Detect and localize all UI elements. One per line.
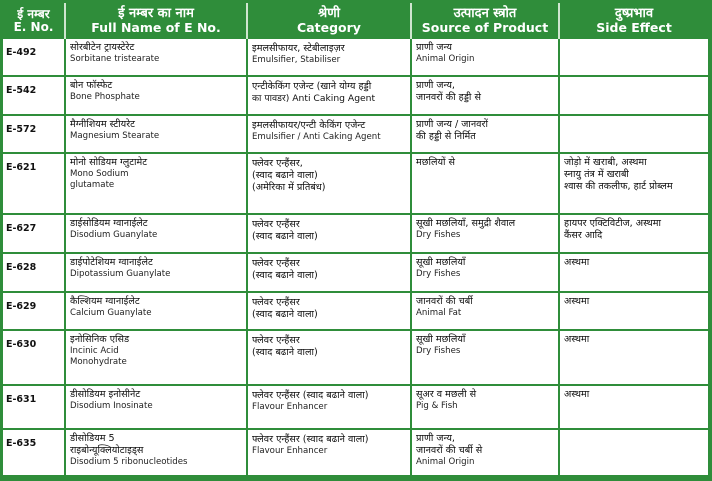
e-number-cell	[3, 115, 65, 153]
side-effect-cell	[559, 429, 708, 476]
category-cell	[247, 115, 411, 153]
category-cell	[247, 39, 411, 76]
category-hindi: फ्लेवर एन्हैंसर,	[252, 158, 303, 170]
name-hindi: मैग्नीशियम स्टीयरेट	[70, 118, 135, 130]
source-cell	[411, 214, 559, 253]
side-effect-cell	[559, 385, 708, 429]
table-row	[3, 429, 708, 476]
name-hindi: कैल्शियम ग्वानाईलेट	[70, 295, 140, 307]
name-english: Calcium Guanylate	[70, 307, 152, 318]
name-english-extra: Monohydrate	[70, 356, 127, 367]
side-effect-line-1: अस्थमा	[564, 333, 590, 345]
category-hindi-extra: (स्वाद बढाने वाला)	[252, 270, 318, 282]
e-number: E-628	[6, 262, 37, 274]
source-hindi: सूखी मछलियाँ	[416, 333, 466, 345]
name-hindi: डीसोडियम 5	[70, 433, 115, 445]
name-english: राइबोन्यूक्लियोटाइड्स	[70, 445, 144, 456]
category-cell	[247, 429, 411, 476]
name-cell	[65, 115, 247, 153]
source-cell	[411, 153, 559, 214]
name-cell	[65, 330, 247, 385]
category-hindi: इमलसीफायर, स्टेबीलाइज़र	[252, 43, 345, 54]
side-effect-line-1: अस्थमा	[564, 389, 590, 401]
side-effect-line-2: स्नायु तंत्र में खराबी	[564, 169, 629, 180]
source-english: Animal Fat	[416, 307, 462, 318]
name-english: Mono Sodium	[70, 169, 129, 179]
category-cell	[247, 214, 411, 253]
source-cell	[411, 115, 559, 153]
table-row	[3, 39, 708, 76]
header-side-english: Side Effect	[596, 20, 672, 36]
side-effect-cell	[559, 214, 708, 253]
header-row	[3, 3, 708, 39]
e-number: E-572	[6, 123, 37, 135]
e-number: E-629	[6, 300, 37, 312]
source-hindi: सूखी मछलियाँ	[416, 257, 466, 269]
table-row	[3, 385, 708, 429]
category-cell	[247, 153, 411, 214]
category-hindi-extra: (स्वाद बढाने वाला)	[252, 170, 318, 181]
source-cell	[411, 292, 559, 330]
header-code-english: E. No.	[13, 20, 54, 34]
category-hindi: फ्लेवर एन्हैंसर	[252, 258, 300, 270]
table-row	[3, 214, 708, 253]
name-english: Disodium Inosinate	[70, 401, 153, 412]
name-english-extra: Disodium 5 ribonucleotides	[70, 456, 188, 467]
source-cell	[411, 385, 559, 429]
name-cell	[65, 385, 247, 429]
side-effect-cell	[559, 115, 708, 153]
category-hindi: फ्लेवर एन्हैंसर (स्वाद बढाने वाला)	[252, 390, 369, 402]
category-hindi: इमलसीफायर/एन्टी केकिंग एजेन्ट	[252, 119, 366, 131]
source-hindi: प्राणी जन्य	[416, 42, 452, 53]
source-english: Dry Fishes	[416, 229, 461, 240]
name-hindi: डाईसोडियम ग्वानाईलेट	[70, 217, 148, 229]
name-hindi: डाईपोटेशियम ग्वानाईलेट	[70, 257, 153, 269]
source-cell	[411, 39, 559, 76]
category-hindi: फ्लेवर एन्हैंसर	[252, 334, 300, 346]
name-cell	[65, 76, 247, 114]
table-row	[3, 115, 708, 153]
e-number-cell	[3, 330, 65, 385]
header-source-english: Source of Product	[421, 20, 549, 36]
table-row	[3, 76, 708, 114]
side-effect-cell	[559, 76, 708, 114]
source-english: Animal Origin	[416, 53, 475, 64]
name-english-extra: glutamate	[70, 179, 115, 190]
source-english: Pig & Fish	[416, 401, 458, 412]
side-effect-cell	[559, 330, 708, 385]
name-english: Dipotassium Guanylate	[70, 269, 171, 280]
name-english: Bone Phosphate	[70, 92, 140, 103]
side-effect-cell	[559, 39, 708, 76]
header-category	[247, 3, 411, 39]
category-hindi-extra: (स्वाद बढाने वाला)	[252, 308, 318, 320]
e-number: E-621	[6, 162, 37, 174]
side-effect-line-1: हायपर एक्टिविटीज, अस्थमा	[564, 217, 661, 229]
category-hindi: एन्टीकेकिंग एजेन्ट (खाने योग्य हड्डी	[252, 81, 372, 93]
category-cell	[247, 76, 411, 114]
e-number-table	[3, 3, 708, 477]
name-hindi: बोन फॉस्फेट	[70, 80, 113, 92]
source-hindi-extra: जानवरों की चर्बी से	[416, 445, 483, 456]
category-cell	[247, 385, 411, 429]
source-hindi: प्राणी जन्य,	[416, 80, 455, 92]
e-number: E-630	[6, 338, 37, 350]
e-number-cell	[3, 153, 65, 214]
source-hindi-extra: जानवरों की हड्डी से	[416, 92, 481, 104]
name-english: Disodium Guanylate	[70, 229, 158, 240]
header-name	[65, 3, 247, 39]
name-hindi: मोनो सोडियम ग्लुटामेट	[70, 157, 148, 169]
table-row	[3, 330, 708, 385]
source-hindi: सूअर व मछली से	[416, 389, 477, 401]
e-number-cell	[3, 39, 65, 76]
name-cell	[65, 292, 247, 330]
header-source	[411, 3, 559, 39]
category-hindi: फ्लेवर एन्हैंसर	[252, 296, 300, 308]
table-row	[3, 153, 708, 214]
e-number-cell	[3, 253, 65, 291]
source-hindi: प्राणी जन्य,	[416, 433, 455, 445]
category-english: Emulsifier, Stabiliser	[252, 54, 341, 65]
side-effect-line-3: श्वास की तकलीफ, हार्ट प्रोब्लम	[564, 180, 673, 192]
source-english: Dry Fishes	[416, 269, 461, 280]
source-hindi: जानवरों की चर्बी	[416, 295, 473, 307]
source-hindi-extra: की हड्डी से निर्मित	[416, 130, 476, 142]
header-source-hindi: उत्पादन स्त्रोत	[453, 5, 517, 21]
name-english: Incinic Acid	[70, 345, 119, 356]
e-number: E-635	[6, 438, 37, 450]
e-number-cell	[3, 292, 65, 330]
name-cell	[65, 39, 247, 76]
category-cell	[247, 292, 411, 330]
source-cell	[411, 330, 559, 385]
header-category-hindi: श्रेणी	[318, 5, 340, 21]
source-hindi: प्राणी जन्य / जानवरों	[416, 118, 488, 130]
name-cell	[65, 153, 247, 214]
source-english: Dry Fishes	[416, 345, 461, 356]
side-effect-line-2: कैंसर आदि	[564, 229, 603, 241]
source-cell	[411, 429, 559, 476]
e-number: E-631	[6, 394, 37, 406]
e-number-cell	[3, 385, 65, 429]
name-hindi: सोरबीटेन ट्रायस्टेरेट	[70, 42, 135, 53]
e-number-cell	[3, 76, 65, 114]
side-effect-line-1: जोड़ो में खराबी, अस्थमा	[564, 157, 647, 169]
e-number: E-492	[6, 47, 37, 58]
name-english: Sorbitane tristearate	[70, 53, 160, 64]
name-hindi: डीसोडियम इनोसीनेट	[70, 389, 141, 401]
header-name-hindi: ई नम्बर का नाम	[118, 5, 194, 21]
category-hindi: फ्लेवर एन्हैंसर	[252, 218, 300, 230]
e-number: E-542	[6, 85, 37, 97]
table-row	[3, 253, 708, 291]
side-effect-cell	[559, 253, 708, 291]
header-category-english: Category	[297, 20, 361, 36]
category-cell	[247, 253, 411, 291]
category-english: का पावडर) Anti Caking Agent	[252, 93, 376, 105]
name-cell	[65, 429, 247, 476]
name-cell	[65, 214, 247, 253]
source-cell	[411, 253, 559, 291]
source-english: Animal Origin	[416, 456, 475, 467]
e-number-cell	[3, 429, 65, 476]
side-effect-line-1: अस्थमा	[564, 295, 590, 307]
header-code-hindi: ई नम्बर	[17, 6, 50, 21]
side-effect-line-1: अस्थमा	[564, 257, 590, 269]
header-side-effect	[559, 3, 708, 39]
header-name-english: Full Name of E No.	[91, 20, 221, 36]
header-code	[3, 3, 65, 39]
name-hindi: इनोसिनिक एसिड	[70, 333, 130, 345]
category-english: Flavour Enhancer	[252, 402, 328, 413]
category-hindi-extra: (स्वाद बढाने वाला)	[252, 230, 318, 242]
category-hindi: फ्लेवर एन्हैंसर (स्वाद बढाने वाला)	[252, 434, 369, 446]
side-effect-cell	[559, 153, 708, 214]
header-side-hindi: दुष्प्रभाव	[614, 5, 654, 21]
category-cell	[247, 330, 411, 385]
e-number-cell	[3, 214, 65, 253]
source-hindi: सूखी मछलियाँ, समुद्री शैवाल	[416, 217, 516, 229]
source-cell	[411, 76, 559, 114]
e-number: E-627	[6, 222, 37, 234]
name-english: Magnesium Stearate	[70, 130, 160, 141]
category-english: Flavour Enhancer	[252, 446, 328, 456]
category-english: (अमेरिका में प्रतिबंध)	[252, 181, 326, 193]
source-hindi: मछलियों से	[416, 157, 456, 169]
side-effect-cell	[559, 292, 708, 330]
table-row	[3, 292, 708, 330]
category-english: Emulsifier / Anti Caking Agent	[252, 131, 381, 142]
category-hindi-extra: (स्वाद बढाने वाला)	[252, 346, 318, 358]
name-cell	[65, 253, 247, 291]
